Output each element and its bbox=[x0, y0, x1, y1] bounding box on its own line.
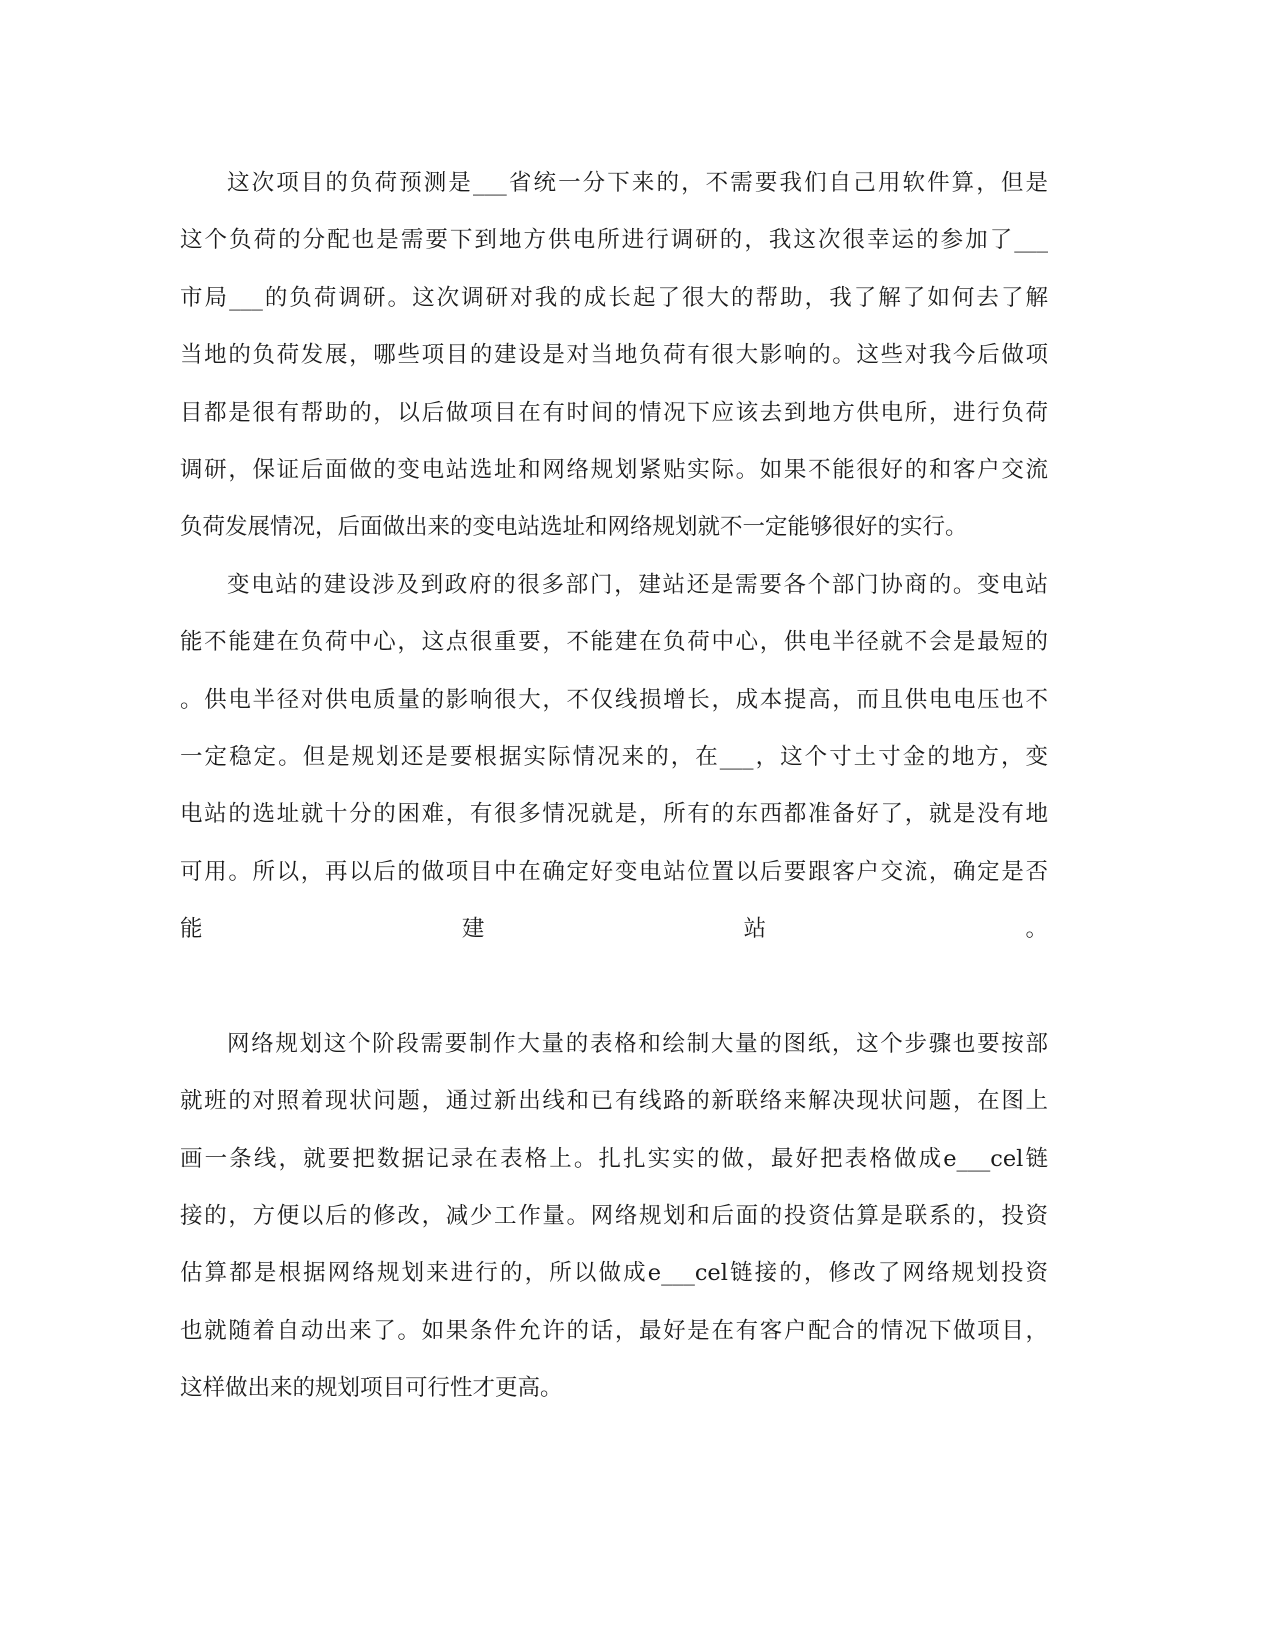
text-line: 这样做出来的规划项目可行性才更高。 bbox=[180, 1375, 563, 1402]
text-line: 接的，方便以后的修改，减少工作量。网络规划和后面的投资估算是联系的，投资 bbox=[180, 1203, 1048, 1230]
text-line: 就班的对照着现状问题，通过新出线和已有线路的新联络来解决现状问题，在图上 bbox=[180, 1088, 1048, 1115]
text-line: 目都是很有帮助的，以后做项目在有时间的情况下应该去到地方供电所，进行负荷 bbox=[180, 399, 1048, 426]
text-line: 能不能建在负荷中心，这点很重要，不能建在负荷中心，供电半径就不会是最短的 bbox=[180, 629, 1048, 656]
text-line: 一定稳定。但是规划还是要根据实际情况来的，在___，这个寸土寸金的地方，变 bbox=[180, 743, 1048, 770]
paragraph-load-forecast bbox=[180, 155, 1048, 557]
text-line: 也就随着自动出来了。如果条件允许的话，最好是在有客户配合的情况下做项目， bbox=[180, 1317, 1048, 1344]
text-line: 画一条线，就要把数据记录在表格上。扎扎实实的做，最好把表格做成e___cel链 bbox=[180, 1145, 1048, 1172]
text-line: 电站的选址就十分的困难，有很多情况就是，所有的东西都准备好了，就是没有地 bbox=[180, 801, 1048, 828]
text-line: 。供电半径对供电质量的影响很大，不仅线损增长，成本提高，而且供电电压也不 bbox=[180, 686, 1048, 713]
paragraph-substation-siting bbox=[180, 557, 1048, 1016]
text-line bbox=[180, 958, 1048, 1015]
document-body bbox=[180, 155, 1048, 1418]
text-line: 当地的负荷发展，哪些项目的建设是对当地负荷有很大影响的。这些对我今后做项 bbox=[180, 342, 1048, 369]
text-line: 可用。所以，再以后的做项目中在确定好变电站位置以后要跟客户交流，确定是否 bbox=[180, 858, 1048, 885]
text-line: 调研，保证后面做的变电站选址和网络规划紧贴实际。如果不能很好的和客户交流 bbox=[180, 456, 1048, 483]
text-line: 网络规划这个阶段需要制作大量的表格和绘制大量的图纸，这个步骤也要按部 bbox=[227, 1030, 1048, 1057]
text-line: 这次项目的负荷预测是___省统一分下来的，不需要我们自己用软件算，但是 bbox=[227, 170, 1048, 196]
text-line: 估算都是根据网络规划来进行的，所以做成e___cel链接的，修改了网络规划投资 bbox=[180, 1260, 1048, 1287]
text-line: 能建站。 bbox=[180, 916, 1048, 943]
text-line: 市局___的负荷调研。这次调研对我的成长起了很大的帮助，我了解了如何去了解 bbox=[180, 284, 1048, 311]
text-line: 负荷发展情况，后面做出来的变电站选址和网络规划就不一定能够很好的实行。 bbox=[180, 514, 968, 541]
paragraph-network-planning bbox=[180, 1016, 1048, 1418]
text-line: 这个负荷的分配也是需要下到地方供电所进行调研的，我这次很幸运的参加了___ bbox=[180, 227, 1048, 254]
text-line: 变电站的建设涉及到政府的很多部门，建站还是需要各个部门协商的。变电站 bbox=[227, 571, 1048, 598]
